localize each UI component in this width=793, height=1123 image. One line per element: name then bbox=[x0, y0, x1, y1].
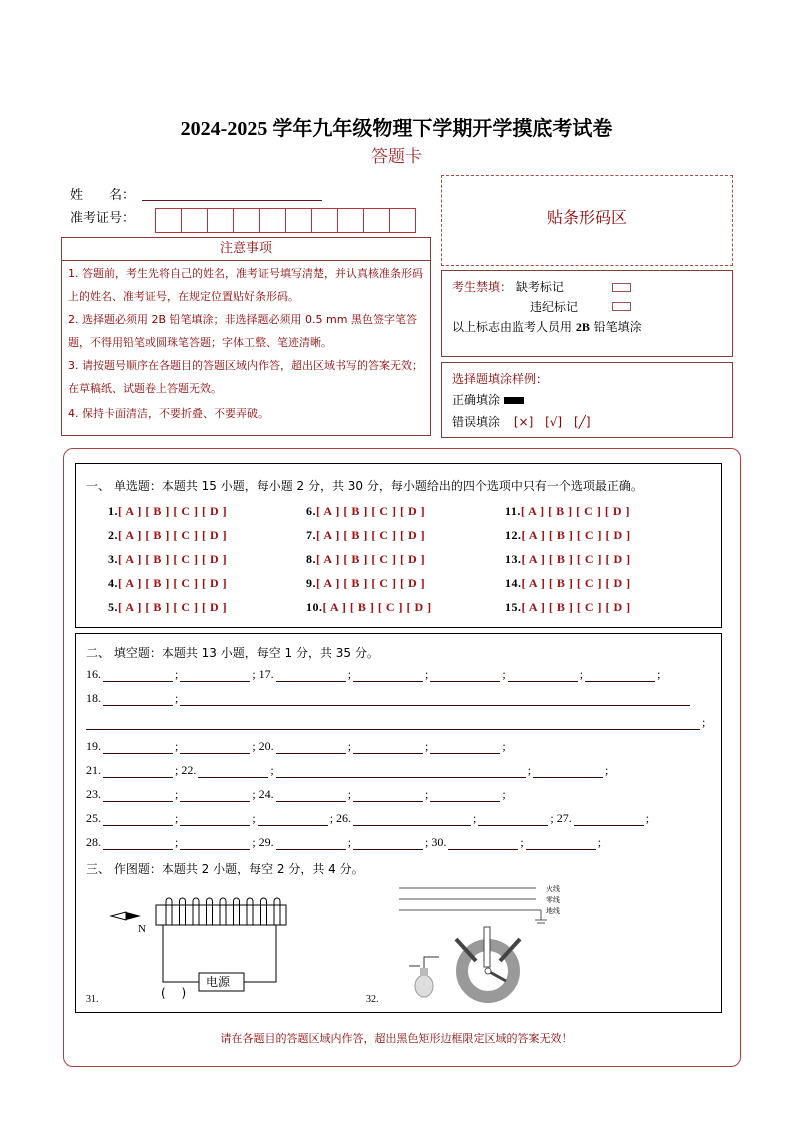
section2-heading: 二、 填空题：本题共 13 小题，每空 1 分，共 35 分。 bbox=[86, 646, 379, 660]
fill-row bbox=[86, 714, 705, 730]
question-number: 6. bbox=[306, 504, 316, 518]
power-label: 电源 bbox=[206, 975, 231, 989]
notice-list bbox=[61, 260, 431, 436]
solenoid-figure bbox=[86, 898, 286, 1005]
coil-turn bbox=[207, 898, 213, 925]
question-number: 9. bbox=[306, 576, 316, 590]
section3-heading: 三、 作图题：本题共 2 小题，每空 2 分，共 4 分。 bbox=[86, 862, 364, 876]
answer-options[interactable]: [ A ] [ B ] [ C ] [ D ] bbox=[316, 504, 426, 518]
sample-title: 选择题填涂样例： bbox=[452, 372, 549, 386]
notice-title: 注意事项 bbox=[61, 237, 431, 261]
fill-text: ; bbox=[252, 811, 256, 825]
coil-turn bbox=[261, 898, 267, 925]
answer-blank[interactable] bbox=[180, 837, 250, 850]
wrong-label: 错误填涂 bbox=[452, 415, 501, 429]
choice-question[interactable] bbox=[505, 600, 631, 615]
name-label: 姓 名： bbox=[70, 188, 136, 203]
fill-text: ; bbox=[502, 739, 506, 753]
notice-item bbox=[68, 308, 428, 354]
live-label: 火线 bbox=[546, 885, 560, 893]
id-digit-box[interactable] bbox=[259, 208, 286, 233]
answer-options[interactable]: [ A ] [ B ] [ C ] [ D ] bbox=[521, 600, 631, 614]
answer-blank[interactable] bbox=[430, 789, 500, 802]
absent-label: 缺考标记 bbox=[515, 280, 564, 294]
notice-num: 4. bbox=[68, 407, 79, 420]
correct-label: 正确填涂 bbox=[452, 393, 501, 407]
fill-text: ; bbox=[347, 835, 352, 849]
page-subtitle: 答题卡 bbox=[371, 147, 422, 167]
answer-blank[interactable] bbox=[508, 669, 578, 682]
notice-item bbox=[68, 402, 428, 425]
choice-question[interactable] bbox=[505, 528, 631, 543]
notice-text: 答题前，考生先将自己的姓名，准考证号填写清楚，并认真核准条形码上的姓名、准考证号，在规定位置贴好条形码。 bbox=[68, 267, 423, 303]
answer-blank[interactable] bbox=[448, 837, 518, 850]
question-number: 12. bbox=[505, 528, 522, 542]
id-digit-box[interactable] bbox=[155, 208, 182, 233]
fill-text: ; bbox=[425, 787, 429, 801]
answer-blank[interactable] bbox=[258, 813, 328, 826]
coil-turn bbox=[166, 898, 172, 925]
id-digit-box[interactable] bbox=[389, 208, 416, 233]
question-number: 13. bbox=[505, 552, 522, 566]
fill-text: ; bbox=[270, 763, 274, 777]
question-number: 11. bbox=[505, 504, 521, 518]
choice-question[interactable] bbox=[306, 528, 425, 543]
fill-text: ; bbox=[520, 835, 524, 849]
fill-text: ; bbox=[347, 739, 352, 753]
answer-blank[interactable] bbox=[353, 669, 423, 682]
fill-text: ; bbox=[347, 667, 352, 681]
fill-text: ; bbox=[175, 787, 179, 801]
answer-blank[interactable] bbox=[478, 813, 548, 826]
answer-blank[interactable] bbox=[180, 789, 250, 802]
fill-text: ; bbox=[597, 835, 602, 849]
answer-options[interactable]: [ A ] [ B ] [ C ] [ D ] bbox=[521, 576, 631, 590]
answer-blank[interactable] bbox=[103, 741, 173, 754]
fill-text: ; 24. bbox=[252, 787, 274, 801]
answer-options[interactable]: [ A ] [ B ] [ C ] [ D ] bbox=[316, 576, 426, 590]
coil-turn bbox=[274, 898, 280, 925]
name-field[interactable] bbox=[142, 200, 322, 201]
socket-pin bbox=[484, 927, 490, 967]
filled-sample bbox=[504, 397, 524, 404]
answer-blank[interactable] bbox=[353, 789, 423, 802]
choice-question[interactable] bbox=[108, 552, 227, 567]
answer-blank[interactable] bbox=[276, 837, 346, 850]
question-number: 2. bbox=[108, 528, 118, 542]
choice-question[interactable] bbox=[306, 552, 425, 567]
fill-text: ; bbox=[527, 763, 532, 777]
answer-options[interactable]: [ A ] [ B ] [ C ] [ D ] bbox=[118, 528, 228, 542]
section1-heading: 一、 单选题：本题共 15 小题，每小题 2 分，共 30 分，每小题给出的四个选项中只有一个选项最正确。 bbox=[86, 479, 643, 493]
answer-blank[interactable] bbox=[103, 837, 173, 850]
fill-sample-box bbox=[441, 362, 733, 438]
fill-row bbox=[86, 738, 506, 754]
answer-blank[interactable] bbox=[180, 741, 250, 754]
wrong-mark: [×] bbox=[513, 415, 534, 429]
light-bulb bbox=[415, 975, 433, 997]
coil-turn bbox=[193, 898, 199, 925]
answer-options[interactable]: [ A ] [ B ] [ C ] [ D ] bbox=[118, 504, 228, 518]
fill-text: 25. bbox=[86, 811, 101, 825]
answer-blank[interactable] bbox=[430, 669, 500, 682]
question-number: 15. bbox=[505, 600, 522, 614]
footer-warning: 请在各题目的答题区域内作答，超出黑色矩形边框限定区域的答案无效！ bbox=[220, 1032, 573, 1045]
notice-text: 请按题号顺序在各题目的答题区域内作答，超出区域书写的答案无效；在草稿纸、试题卷上答题无效。 bbox=[68, 359, 423, 395]
ground-label: 地线 bbox=[546, 907, 560, 915]
notice-num: 3. bbox=[68, 359, 79, 372]
fill-text: ; bbox=[425, 739, 429, 753]
fill-text: ; 20. bbox=[252, 739, 274, 753]
coil-turn bbox=[234, 898, 240, 925]
answer-options[interactable]: [ A ] [ B ] [ C ] [ D ] bbox=[316, 528, 426, 542]
wire-left bbox=[163, 925, 199, 982]
wrong-mark: [√] bbox=[545, 415, 563, 429]
violation-mark[interactable] bbox=[612, 302, 631, 311]
notice-text: 保持卡面清洁，不要折叠、不要弄破。 bbox=[82, 407, 269, 420]
id-digit-box[interactable] bbox=[233, 208, 260, 233]
answer-options[interactable]: [ A ] [ B ] [ C ] [ D ] bbox=[521, 528, 631, 542]
fill-text: ; 30. bbox=[425, 835, 447, 849]
section-single-choice bbox=[75, 463, 722, 628]
choice-question[interactable] bbox=[505, 552, 631, 567]
answer-blank[interactable] bbox=[276, 669, 346, 682]
fill-text: ; bbox=[175, 811, 179, 825]
question-number: 3. bbox=[108, 552, 118, 566]
fill-text: ; 27. bbox=[550, 811, 572, 825]
question-number: 5. bbox=[108, 600, 118, 614]
id-digit-box[interactable] bbox=[285, 208, 312, 233]
proctor-box bbox=[441, 270, 733, 357]
answer-options[interactable]: [ A ] [ B ] [ C ] [ D ] bbox=[316, 552, 426, 566]
answer-options[interactable]: [ A ] [ B ] [ C ] [ D ] bbox=[520, 504, 630, 518]
choice-question[interactable] bbox=[108, 528, 227, 543]
answer-blank[interactable] bbox=[180, 693, 690, 706]
fill-text: 23. bbox=[86, 787, 101, 801]
answer-blank[interactable] bbox=[353, 741, 423, 754]
fill-text: 28. bbox=[86, 835, 101, 849]
question-number: 8. bbox=[306, 552, 316, 566]
answer-blank[interactable] bbox=[585, 669, 655, 682]
violation-label: 违纪标记 bbox=[530, 300, 579, 314]
answer-blank[interactable] bbox=[574, 813, 644, 826]
section-fill-blank bbox=[75, 633, 722, 1013]
q31-label: 31. bbox=[86, 994, 99, 1005]
choice-question[interactable] bbox=[108, 600, 227, 615]
drawing-figures bbox=[76, 879, 721, 1009]
question-number: 4. bbox=[108, 576, 118, 590]
fill-text: ; bbox=[702, 715, 706, 729]
choice-question[interactable] bbox=[505, 576, 631, 591]
direction-blank: ( ) bbox=[161, 986, 187, 1000]
question-number: 14. bbox=[505, 576, 522, 590]
answer-blank[interactable] bbox=[103, 765, 173, 778]
forbidden-label: 考生禁填： bbox=[452, 280, 513, 294]
fill-text: ; bbox=[605, 763, 609, 777]
notice-item bbox=[68, 354, 428, 400]
answer-blank[interactable] bbox=[353, 813, 471, 826]
answer-blank[interactable] bbox=[430, 741, 500, 754]
fill-text: 18. bbox=[86, 691, 101, 705]
fill-row bbox=[86, 810, 649, 826]
notice-num: 1. bbox=[68, 267, 79, 280]
fill-text: ; bbox=[175, 691, 179, 705]
answer-blank[interactable] bbox=[198, 765, 268, 778]
choice-question[interactable] bbox=[306, 576, 425, 591]
fill-text: ; bbox=[502, 667, 506, 681]
compass-needle-black bbox=[126, 912, 141, 920]
fill-text: ; bbox=[175, 667, 179, 681]
id-digit-box[interactable] bbox=[337, 208, 364, 233]
answer-blank[interactable] bbox=[103, 813, 173, 826]
fill-text: ; bbox=[645, 811, 650, 825]
neutral-label: 零线 bbox=[546, 896, 560, 904]
id-label: 准考证号： bbox=[70, 211, 136, 226]
choice-question[interactable] bbox=[306, 600, 432, 615]
fill-text: ; bbox=[175, 835, 179, 849]
fill-text: 21. bbox=[86, 763, 101, 777]
answer-blank[interactable] bbox=[103, 693, 173, 706]
fill-row bbox=[86, 834, 601, 850]
choice-question[interactable] bbox=[108, 576, 227, 591]
question-number: 10. bbox=[306, 600, 323, 614]
id-number-boxes[interactable] bbox=[155, 208, 415, 233]
fill-text: 19. bbox=[86, 739, 101, 753]
answer-blank[interactable] bbox=[276, 765, 526, 778]
fill-text: ; bbox=[579, 667, 584, 681]
choice-question[interactable] bbox=[505, 504, 630, 519]
circuit-figure bbox=[366, 884, 560, 1005]
fill-text: 16. bbox=[86, 667, 101, 681]
fill-text: ; 22. bbox=[175, 763, 197, 777]
notice-num: 2. bbox=[68, 313, 79, 326]
page-title: 2024-2025 学年九年级物理下学期开学摸底考试卷 bbox=[180, 118, 613, 140]
fill-text: ; bbox=[473, 811, 477, 825]
answer-options[interactable]: [ A ] [ B ] [ C ] [ D ] bbox=[521, 552, 631, 566]
north-label: N bbox=[138, 923, 146, 935]
question-number: 1. bbox=[108, 504, 118, 518]
notice-item bbox=[68, 262, 428, 308]
fill-text: ; 17. bbox=[252, 667, 274, 681]
question-number: 7. bbox=[306, 528, 316, 542]
answer-options[interactable]: [ A ] [ B ] [ C ] [ D ] bbox=[118, 600, 228, 614]
compass-needle-white bbox=[111, 912, 126, 920]
choice-question[interactable] bbox=[306, 504, 425, 519]
fill-text: ; 26. bbox=[329, 811, 352, 825]
answer-blank[interactable] bbox=[526, 837, 596, 850]
id-digit-box[interactable] bbox=[363, 208, 390, 233]
answer-blank[interactable] bbox=[276, 789, 346, 802]
answer-blank[interactable] bbox=[180, 813, 250, 826]
fill-row bbox=[86, 666, 660, 682]
answer-blank[interactable] bbox=[103, 669, 173, 682]
proctor-note: 以上标志由监考人员用 2B 铅笔填涂 bbox=[452, 320, 642, 334]
fill-row bbox=[86, 690, 692, 706]
coil-turn bbox=[247, 898, 253, 925]
fill-text: ; bbox=[502, 787, 506, 801]
answer-options[interactable]: [ A ] [ B ] [ C ] [ D ] bbox=[322, 600, 432, 614]
answer-blank[interactable] bbox=[103, 789, 173, 802]
coil-turn bbox=[180, 898, 186, 925]
fill-text: ; bbox=[425, 667, 429, 681]
barcode-area: 贴条形码区 bbox=[441, 175, 733, 266]
notice-text: 选择题必须用 2B 铅笔填涂；非选择题必须用 0.5 mm 黑色签字笔答题，不得用铅笔或圆珠笔答题；字体工整、笔迹清晰。 bbox=[68, 313, 417, 349]
fill-text: ; bbox=[175, 739, 179, 753]
answer-options[interactable]: [ A ] [ B ] [ C ] [ D ] bbox=[118, 576, 228, 590]
coil-turn bbox=[220, 898, 226, 925]
answer-blank[interactable] bbox=[353, 837, 423, 850]
answer-options[interactable]: [ A ] [ B ] [ C ] [ D ] bbox=[118, 552, 228, 566]
wire-right bbox=[244, 925, 276, 982]
fill-text: ; bbox=[347, 787, 352, 801]
answer-blank[interactable] bbox=[533, 765, 603, 778]
q32-label: 32. bbox=[366, 994, 379, 1005]
fill-text: ; 29. bbox=[252, 835, 274, 849]
answer-blank[interactable] bbox=[276, 741, 346, 754]
fill-row bbox=[86, 762, 608, 778]
fill-text: ; bbox=[657, 667, 661, 681]
wrong-mark: [╱] bbox=[573, 415, 591, 429]
answer-blank[interactable] bbox=[86, 717, 700, 730]
id-digit-box[interactable] bbox=[311, 208, 338, 233]
absent-mark[interactable] bbox=[612, 283, 631, 292]
fill-row bbox=[86, 786, 506, 802]
id-digit-box[interactable] bbox=[181, 208, 208, 233]
choice-question[interactable] bbox=[108, 504, 227, 519]
id-digit-box[interactable] bbox=[207, 208, 234, 233]
answer-blank[interactable] bbox=[180, 669, 250, 682]
